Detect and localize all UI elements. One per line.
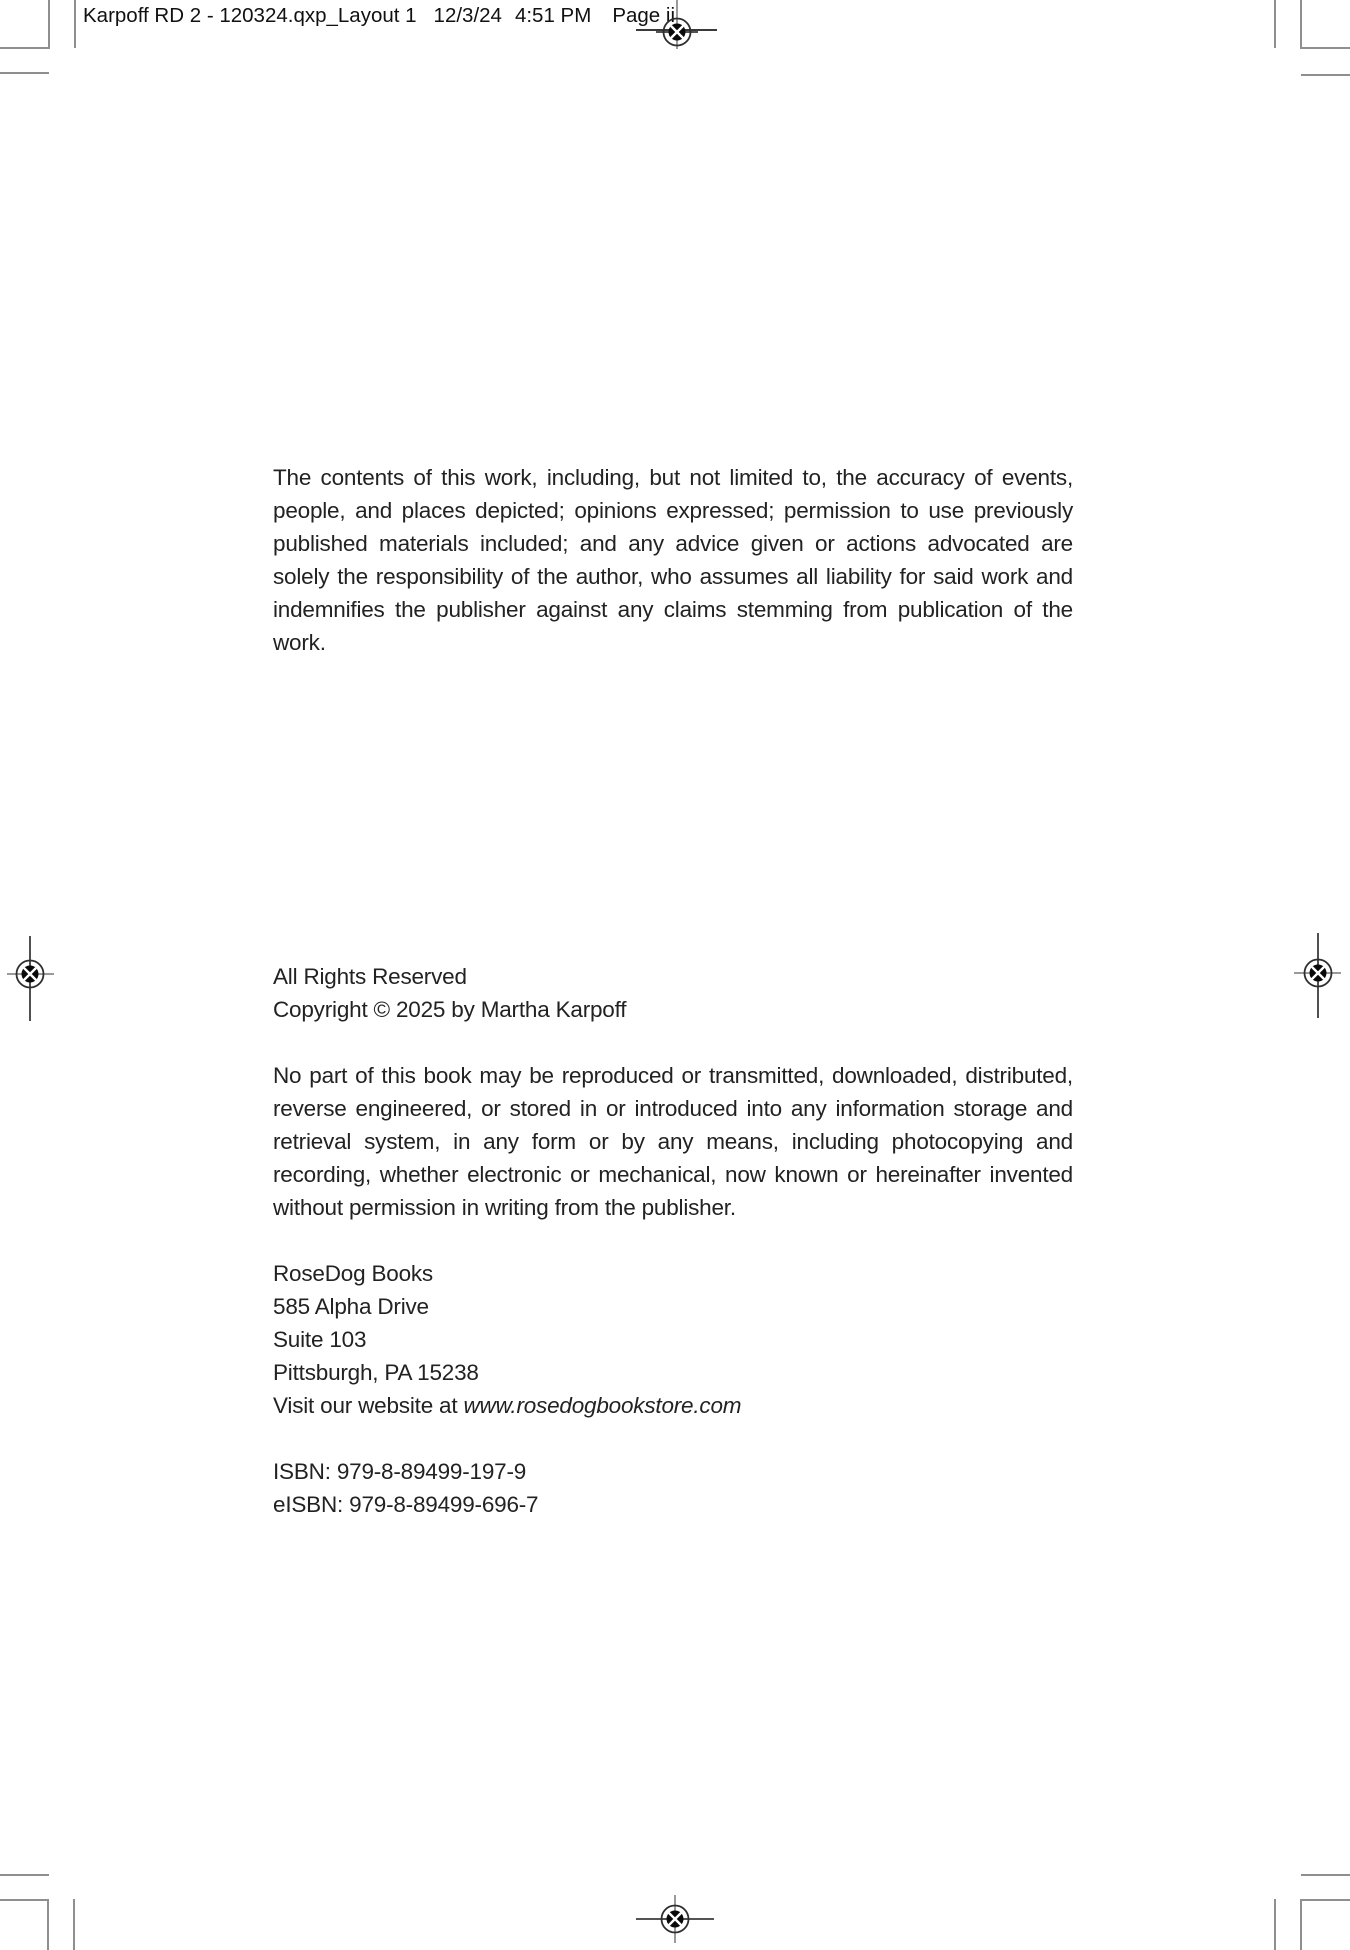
slug-line [83,3,675,29]
publisher-address-line-3: Pittsburgh, PA 15238 [273,1360,479,1385]
slug-filename: Karpoff RD 2 - 120324.qxp_Layout 1 [83,4,417,27]
copyright-page-text [273,461,1073,1521]
website-url: www.rosedogbookstore.com [463,1393,742,1418]
crop-mark-line-bottom-right-vertical [1274,1899,1276,1950]
crop-mark-square-bottom-left [0,1899,49,1950]
disclaimer-paragraph: The contents of this work, including, but not limited to, the accuracy of events, people, and places depicted; opinions expressed; permission to use previously published materials included; and any advice given or actions advocated are solely the responsibility of the author, who assumes all liability for said work and indemnifies the publisher against any claims stemming from publication of the work. [273,465,1073,655]
isbn-line: ISBN: 979-8-89499-197-9 [273,1459,527,1484]
crop-mark-square-bottom-right [1300,1899,1350,1950]
crop-mark-line-bottom-left-horizontal [0,1874,49,1876]
registration-mark-right-icon [1263,918,1350,1028]
permissions-paragraph: No part of this book may be reproduced or transmitted, downloaded, distributed, reverse engineered, or stored in or introduced into any information storage and retrieval system, in any form or by any means, including photocopying and recording, whether electronic or mechanical, now known or hereinafter invented without permission in writing from the publisher. [273,1063,1073,1220]
crop-mark-square-top-left [0,0,50,49]
crop-mark-line-top-left-horizontal [0,72,49,74]
copyright-line: Copyright © 2025 by Martha Karpoff [273,997,627,1022]
crop-mark-line-top-right-vertical [1274,0,1276,48]
rights-line: All Rights Reserved [273,964,467,989]
website-line [273,1389,1073,1422]
registration-mark-bottom-icon [620,1864,730,1950]
crop-mark-line-bottom-left-vertical [73,1899,75,1950]
crop-mark-line-bottom-right-horizontal [1301,1874,1350,1876]
slug-page-number: Page ii [612,4,675,27]
website-prefix: Visit our website at [273,1393,464,1418]
publisher-address-line-1: 585 Alpha Drive [273,1294,429,1319]
crop-mark-square-top-right [1300,0,1350,49]
registration-mark-left-icon [0,919,85,1029]
publisher-address-line-2: Suite 103 [273,1327,367,1352]
slug-date: 12/3/24 [433,4,502,27]
slug-time: 4:51 PM [514,4,592,27]
registration-mark-top-icon [622,0,732,87]
eisbn-line: eISBN: 979-8-89499-696-7 [273,1492,539,1517]
crop-mark-line-top-right-horizontal [1301,74,1350,76]
publisher-name: RoseDog Books [273,1261,433,1286]
crop-mark-line-top-left-vertical [74,0,76,48]
